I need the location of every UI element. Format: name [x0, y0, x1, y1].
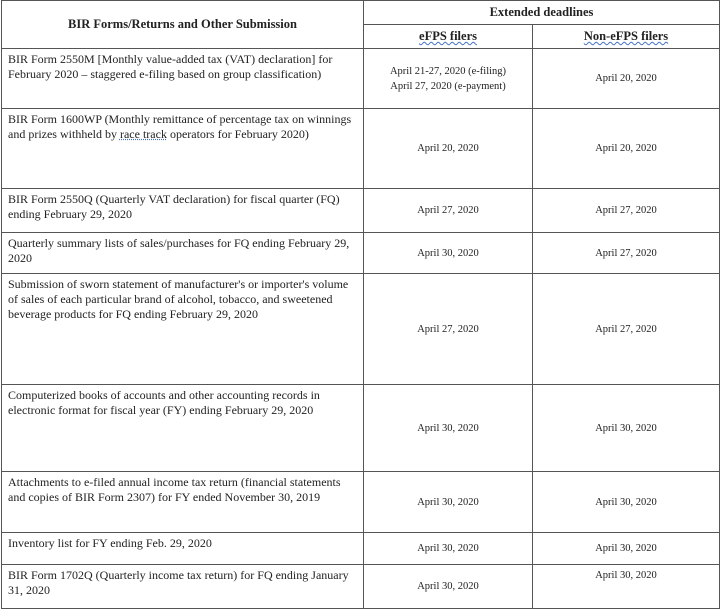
- efps-cell: April 30, 2020: [364, 385, 533, 472]
- efps-cell: April 20, 2020: [364, 109, 533, 189]
- non-efps-cell: April 30, 2020: [533, 385, 720, 472]
- form-text-underlined: race track: [119, 127, 167, 141]
- header-extended-deadlines: Extended deadlines: [364, 1, 720, 25]
- header-row: [2, 1, 720, 25]
- efps-cell: April 30, 2020: [364, 565, 533, 609]
- table-row: [2, 189, 720, 233]
- form-cell: [2, 109, 364, 189]
- efps-line: April 27, 2020 (e-payment): [390, 80, 506, 92]
- non-efps-cell: April 27, 2020: [533, 233, 720, 274]
- table-row: [2, 565, 720, 609]
- table-row: [2, 385, 720, 472]
- efps-cell: [364, 49, 533, 109]
- table-row: [2, 49, 720, 109]
- header-non-efps-label: Non-eFPS filers: [583, 29, 669, 43]
- form-cell: BIR Form 2550M [Monthly value-added tax (VAT) declaration] for February 2020 – staggered e-filing based on group classification): [2, 49, 364, 109]
- efps-cell: April 30, 2020: [364, 533, 533, 565]
- table-row: [2, 472, 720, 533]
- form-cell: BIR Form 2550Q (Quarterly VAT declaration) for fiscal quarter (FQ) ending February 29, 2020: [2, 189, 364, 233]
- efps-line: April 21-27, 2020 (e-filing): [389, 65, 507, 77]
- non-efps-cell: April 20, 2020: [533, 49, 720, 109]
- table-row: [2, 233, 720, 274]
- header-efps: [364, 25, 533, 49]
- efps-cell: April 30, 2020: [364, 233, 533, 274]
- header-non-efps: [533, 25, 720, 49]
- form-cell: BIR Form 1702Q (Quarterly income tax return) for FQ ending January 31, 2020: [2, 565, 364, 609]
- form-text: operators for February 2020): [166, 127, 309, 141]
- non-efps-cell: April 20, 2020: [533, 109, 720, 189]
- non-efps-cell: April 30, 2020: [533, 565, 720, 609]
- table-row: [2, 109, 720, 189]
- non-efps-cell: April 30, 2020: [533, 533, 720, 565]
- non-efps-cell: April 27, 2020: [533, 189, 720, 233]
- efps-cell: April 30, 2020: [364, 472, 533, 533]
- table-row: [2, 274, 720, 385]
- non-efps-cell: April 30, 2020: [533, 472, 720, 533]
- form-cell: Attachments to e-filed annual income tax return (financial statements and copies of BIR Form 2307) for FY ended November 30, 2019: [2, 472, 364, 533]
- header-forms: BIR Forms/Returns and Other Submission: [2, 1, 364, 49]
- form-cell: Inventory list for FY ending Feb. 29, 2020: [2, 533, 364, 565]
- header-efps-label: eFPS filers: [419, 29, 477, 43]
- efps-cell: April 27, 2020: [364, 189, 533, 233]
- form-cell: Computerized books of accounts and other accounting records in electronic format for fiscal year (FY) ending February 29, 2020: [2, 385, 364, 472]
- form-cell: Submission of sworn statement of manufacturer's or importer's volume of sales of each particular brand of alcohol, tobacco, and sweetened beverage products for FQ ending February 29, 2020: [2, 274, 364, 385]
- form-cell: Quarterly summary lists of sales/purchases for FQ ending February 29, 2020: [2, 233, 364, 274]
- deadlines-table: [1, 0, 720, 609]
- table-row: [2, 533, 720, 565]
- efps-cell: April 27, 2020: [364, 274, 533, 385]
- form-text: BIR Form 1600WP (Monthly remittance of percentage tax on winnings and prizes withheld by: [8, 112, 352, 141]
- non-efps-cell: April 27, 2020: [533, 274, 720, 385]
